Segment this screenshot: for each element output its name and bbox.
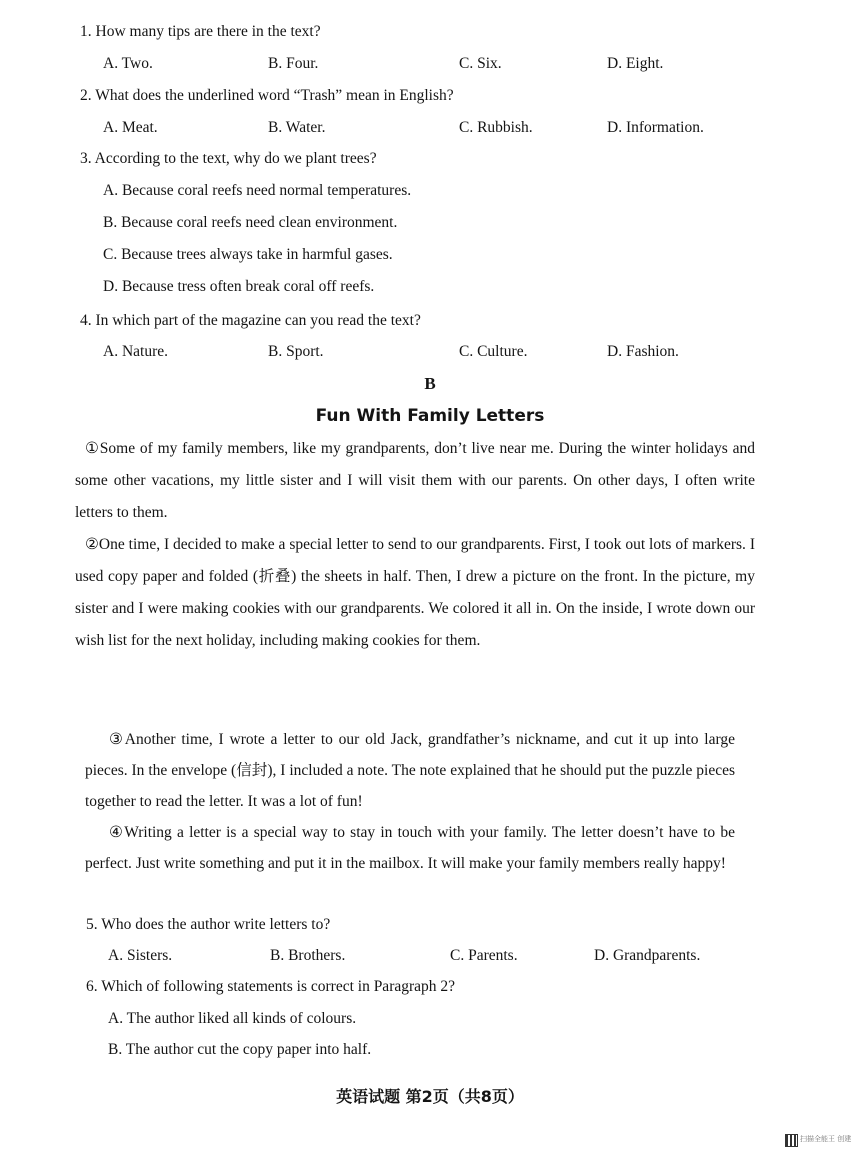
question-5-stem: 5. Who does the author write letters to? bbox=[86, 916, 331, 933]
option-b: B. Four. bbox=[268, 55, 319, 72]
option-d: D. Grandparents. bbox=[594, 947, 701, 964]
question-3-option-c: C. Because trees always take in harmful gases. bbox=[103, 246, 393, 263]
option-c: C. Parents. bbox=[450, 947, 518, 964]
question-3-option-a: A. Because coral reefs need normal temperatures. bbox=[103, 182, 412, 199]
question-2-stem: 2. What does the underlined word “Trash” mean in English? bbox=[80, 87, 454, 104]
qr-code-icon bbox=[785, 1134, 798, 1147]
passage-title: Fun With Family Letters bbox=[315, 406, 545, 426]
question-6-option-a: A. The author liked all kinds of colours. bbox=[108, 1010, 357, 1027]
question-6-option-b: B. The author cut the copy paper into half. bbox=[108, 1041, 372, 1058]
question-3-stem: 3. According to the text, why do we plant trees? bbox=[80, 150, 377, 167]
passage-paragraph-4: ④Writing a letter is a special way to stay in touch with your family. The letter doesn’t have to be perfect. Just write something and put it in the mailbox. It will make your family members really happy! bbox=[85, 824, 735, 872]
option-c: C. Culture. bbox=[459, 343, 528, 360]
passage-paragraph-1: ①Some of my family members, like my grandparents, don’t live near me. During the winter holidays and some other vacations, my little sister and I will visit them with our parents. On other days, I often write letters to them. bbox=[75, 440, 755, 521]
passage-paragraph-3: ③Another time, I wrote a letter to our old Jack, grandfather’s nickname, and cut it up into large pieces. In the envelope (信封), I included a note. The note explained that he should put the puzzle pieces together to read the letter. It was a lot of fun! bbox=[85, 731, 735, 810]
question-5-options bbox=[0, 946, 860, 966]
section-label: B bbox=[424, 374, 436, 393]
option-d: D. Information. bbox=[607, 119, 704, 136]
question-4-stem: 4. In which part of the magazine can you read the text? bbox=[80, 312, 421, 329]
question-3-option-d: D. Because tress often break coral off reefs. bbox=[103, 278, 375, 295]
passage-paragraph-2: ②One time, I decided to make a special letter to send to our grandparents. First, I took out lots of markers. I used copy paper and folded (折叠) the sheets in half. Then, I drew a picture on the front. In the picture, my sister and I were making cookies with our grandparents. We colored it all in. On the inside, I wrote down our wish list for the next holiday, including making cookies for them. bbox=[75, 536, 755, 649]
option-b: B. Sport. bbox=[268, 343, 324, 360]
question-3-option-b: B. Because coral reefs need clean environment. bbox=[103, 214, 398, 231]
option-d: D. Eight. bbox=[607, 55, 664, 72]
option-c: C. Six. bbox=[459, 55, 502, 72]
option-a: A. Two. bbox=[103, 55, 153, 72]
option-b: B. Brothers. bbox=[270, 947, 346, 964]
option-c: C. Rubbish. bbox=[459, 119, 533, 136]
question-2-options bbox=[0, 118, 860, 138]
option-a: A. Meat. bbox=[103, 119, 158, 136]
question-6-stem: 6. Which of following statements is correct in Paragraph 2? bbox=[86, 978, 456, 995]
question-1-stem: 1. How many tips are there in the text? bbox=[80, 23, 321, 40]
scanner-watermark: 扫描全能王 创建 bbox=[800, 1135, 852, 1143]
page-footer: 英语试题 第2页（共8页） bbox=[336, 1087, 524, 1106]
option-b: B. Water. bbox=[268, 119, 326, 136]
option-a: A. Sisters. bbox=[108, 947, 173, 964]
question-4-options bbox=[0, 342, 860, 362]
option-d: D. Fashion. bbox=[607, 343, 679, 360]
question-1-options bbox=[0, 54, 860, 74]
option-a: A. Nature. bbox=[103, 343, 168, 360]
